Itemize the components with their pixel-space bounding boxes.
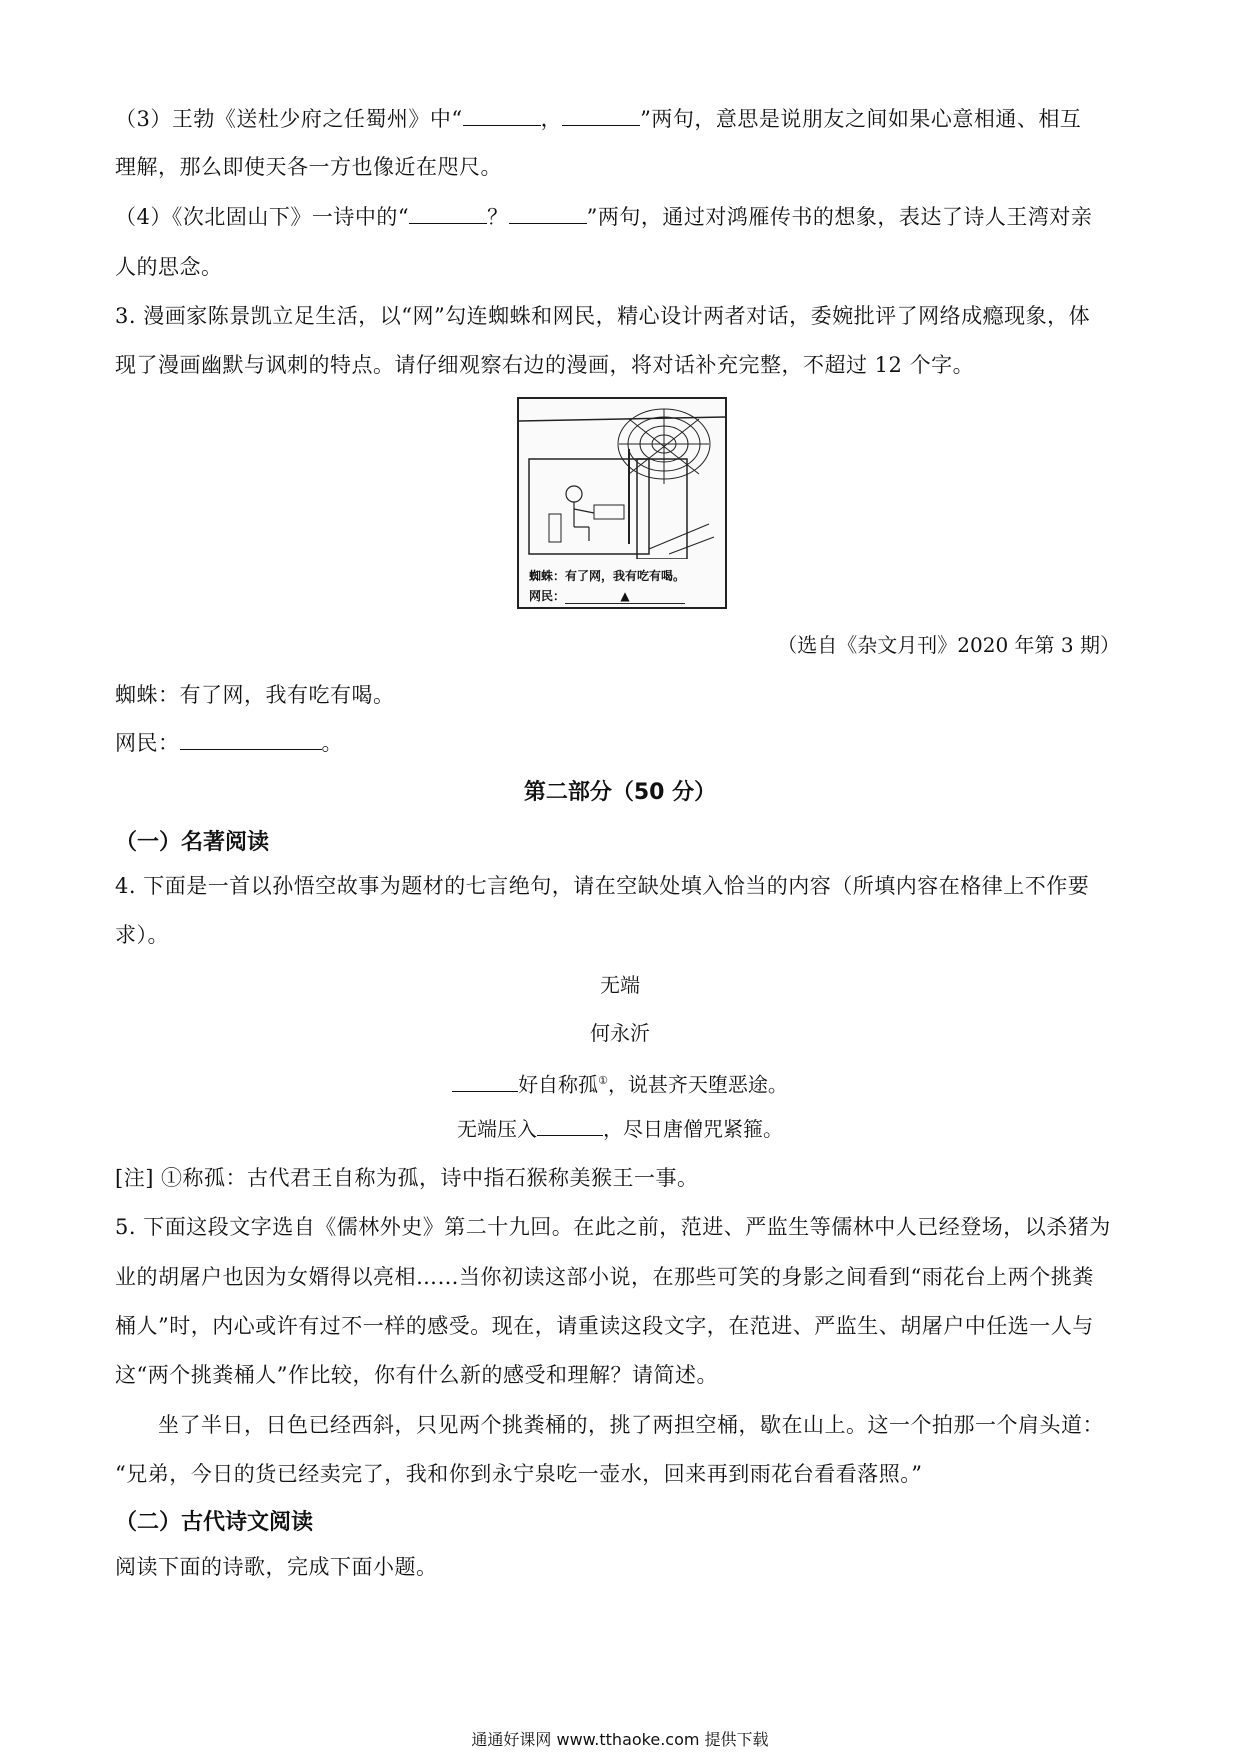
poem-line2 bbox=[0, 1114, 1240, 1144]
poem-line2-end: ，尽日唐僧咒紧箍。 bbox=[603, 1117, 783, 1141]
spider-web-icon bbox=[618, 409, 710, 484]
q5-line3: 桶人”时，内心或许有过不一样的感受。现在，请重读这段文字，在范进、严监生、胡屠户中任选一人与 bbox=[115, 1314, 1094, 1338]
cartoon-caption-netizen bbox=[529, 587, 685, 604]
spider-web-cartoon bbox=[517, 397, 727, 609]
poem-line1-end: ，说甚齐天堕恶途。 bbox=[607, 1072, 788, 1097]
q5-line1: 5. 下面这段文字选自《儒林外史》第二十九回。在此之前，范进、严监生等儒林中人已经登场，以杀猪为 bbox=[115, 1215, 1111, 1239]
cartoon-caption-netizen-prefix: 网民： bbox=[529, 589, 566, 603]
netizen-suffix: 。 bbox=[321, 731, 343, 755]
part2-title: 第二部分（50 分） bbox=[523, 780, 717, 805]
fill-blank[interactable] bbox=[452, 1071, 518, 1092]
netizen-dialogue bbox=[115, 728, 343, 758]
q3-sub3-line2: 理解，那么即使天各一方也像近在咫尺。 bbox=[115, 155, 502, 179]
read-prompt: 阅读下面的诗歌，完成下面小题。 bbox=[115, 1555, 438, 1579]
q5-line4: 这“两个挑粪桶人”作比较，你有什么新的感受和理解？请简述。 bbox=[115, 1363, 718, 1387]
q4-line2: 求）。 bbox=[115, 923, 169, 947]
q3-sub3-sep: ， bbox=[540, 107, 563, 131]
fill-blank[interactable] bbox=[180, 729, 322, 750]
poem-line1-text: 好自称孤 bbox=[518, 1072, 599, 1097]
q3-sub4-line2: 人的思念。 bbox=[115, 255, 223, 279]
section2-title: （二）古代诗文阅读 bbox=[115, 1510, 314, 1535]
excerpt-line2: “兄弟，今日的货已经卖完了，我和你到永宁泉吃一壶水，回来再到雨花台看看落照。” bbox=[115, 1462, 923, 1486]
q3-sub4-prefix: （4）《次北固山下》一诗中的“ bbox=[115, 205, 410, 229]
fill-blank[interactable] bbox=[537, 1115, 603, 1136]
q3-sub4-suffix: ”两句，通过对鸿雁传书的想象，表达了诗人王湾对亲 bbox=[586, 205, 1093, 229]
q3-sub3-prefix: （3）王勃《送杜少府之任蜀州》中“ bbox=[115, 107, 463, 131]
poem-line2-start: 无端压入 bbox=[457, 1117, 537, 1141]
poem-author: 何永沂 bbox=[590, 1021, 650, 1045]
fill-blank[interactable] bbox=[463, 105, 541, 126]
q4-line1: 4. 下面是一首以孙悟空故事为题材的七言绝句，请在空缺处填入恰当的内容（所填内容在格律上不作要 bbox=[115, 874, 1090, 898]
q3-sub3-suffix: ”两句，意思是说朋友之间如果心意相通、相互 bbox=[640, 107, 1082, 131]
footnote-marker: ① bbox=[598, 1074, 608, 1087]
poem-note: [注] ①称孤：古代君王自称为孤，诗中指石猴称美猴王一事。 bbox=[115, 1166, 699, 1190]
excerpt-line1: 坐了半日，日色已经西斜，只见两个挑粪桶的，挑了两担空桶，歇在山上。这一个拍那一个肩头道： bbox=[158, 1413, 1104, 1437]
fill-blank[interactable] bbox=[409, 203, 487, 224]
cartoon-caption-spider: 蜘蛛：有了网，我有吃有喝。 bbox=[529, 569, 686, 583]
q3-sub4-sep: ？ bbox=[487, 205, 509, 229]
q5-line2: 业的胡屠户也因为女婿得以亮相……当你初读这部小说，在那些可笑的身影之间看到“雨花台上两个挑粪 bbox=[115, 1265, 1094, 1289]
cartoon-source: （选自《杂文月刊》2020 年第 3 期） bbox=[777, 633, 1120, 657]
q3-sub4-line1 bbox=[115, 202, 1092, 232]
q3-line2: 现了漫画幽默与讽刺的特点。请仔细观察右边的漫画，将对话补充完整，不超过 12 个字。 bbox=[115, 353, 975, 377]
fill-blank[interactable] bbox=[562, 105, 640, 126]
cartoon-drawing bbox=[519, 399, 725, 559]
page-footer: 通通好课网 www.tthaoke.com 提供下载 bbox=[471, 1730, 769, 1749]
q3-line1: 3. 漫画家陈景凯立足生活，以“网”勾连蜘蛛和网民，精心设计两者对话，委婉批评了网络成瘾现象，体 bbox=[115, 304, 1091, 328]
cartoon-caption-blank bbox=[565, 589, 685, 604]
fill-blank[interactable] bbox=[509, 203, 587, 224]
section1-title: （一）名著阅读 bbox=[115, 830, 270, 855]
netizen-prefix: 网民： bbox=[115, 731, 180, 755]
triangle-icon: ▲ bbox=[620, 589, 630, 603]
poem-line1 bbox=[0, 1066, 1240, 1100]
poem-title: 无端 bbox=[600, 973, 640, 997]
spider-dialogue: 蜘蛛：有了网，我有吃有喝。 bbox=[115, 683, 395, 707]
q3-sub3-line1 bbox=[115, 104, 1081, 134]
